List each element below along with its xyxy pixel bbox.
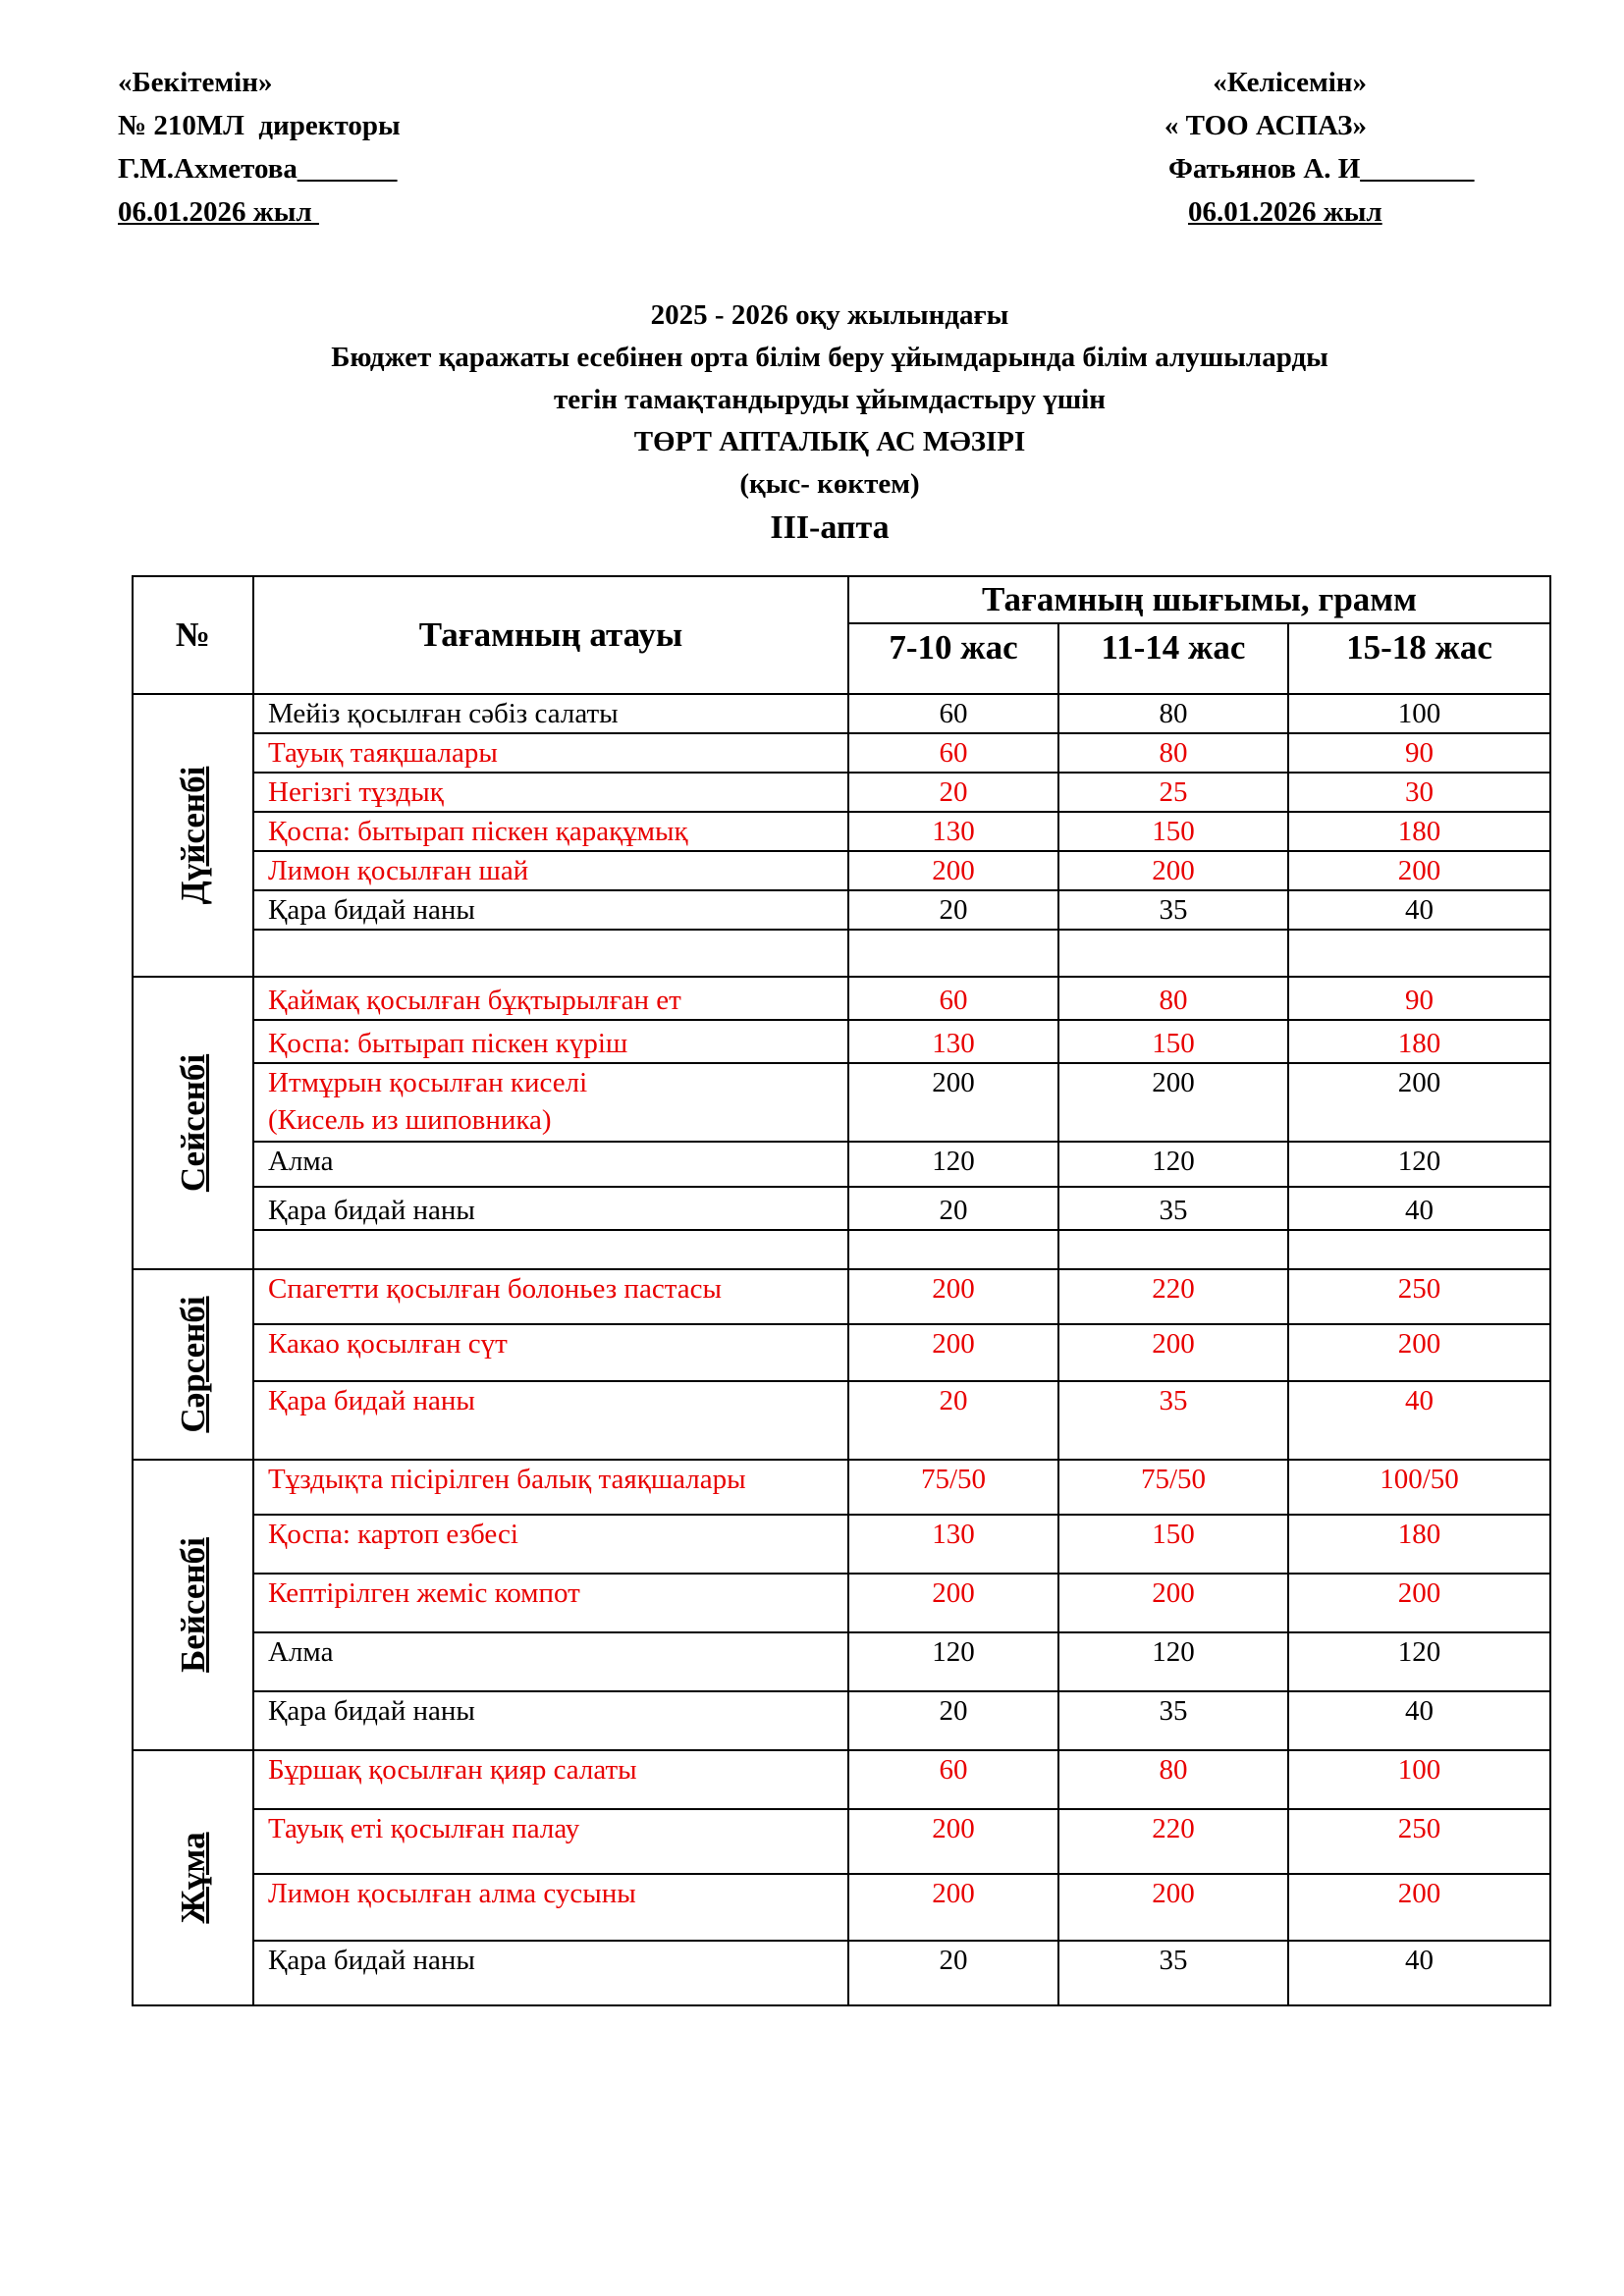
yield-11-14: 120 — [1058, 1142, 1288, 1187]
yield-15-18: 120 — [1288, 1142, 1550, 1187]
yield-7-10: 200 — [848, 1324, 1058, 1381]
yield-15-18: 250 — [1288, 1269, 1550, 1324]
table-row — [133, 1269, 1550, 1324]
col-header-number: № — [133, 576, 253, 694]
yield-11-14: 150 — [1058, 812, 1288, 851]
dish-name-line1: Итмұрын қосылған киселі — [268, 1067, 588, 1098]
yield-7-10: 60 — [848, 694, 1058, 733]
dish-name: Қара бидай наны — [253, 1941, 848, 2005]
yield-11-14: 220 — [1058, 1269, 1288, 1324]
dish-name: Кептірілген жеміс компот — [253, 1574, 848, 1632]
yield-7-10: 200 — [848, 1809, 1058, 1874]
yield-7-10: 20 — [848, 1691, 1058, 1750]
yield-11-14: 80 — [1058, 977, 1288, 1020]
yield-7-10: 200 — [848, 1874, 1058, 1941]
yield-7-10: 130 — [848, 812, 1058, 851]
yield-11-14: 75/50 — [1058, 1460, 1288, 1515]
table-row — [133, 1020, 1550, 1063]
yield-11-14: 200 — [1058, 1874, 1288, 1941]
dish-name: Лимон қосылған шай — [253, 851, 848, 890]
yield-11-14: 25 — [1058, 773, 1288, 812]
yield-11-14: 35 — [1058, 1187, 1288, 1230]
yield-7-10: 20 — [848, 1941, 1058, 2005]
yield-15-18: 40 — [1288, 1187, 1550, 1230]
agreement-label: «Келісемін» — [1213, 67, 1367, 98]
yield-15-18: 180 — [1288, 812, 1550, 851]
yield-11-14: 80 — [1058, 1750, 1288, 1809]
dish-name: Тауық таяқшалары — [253, 733, 848, 773]
yield-11-14: 200 — [1058, 1063, 1288, 1142]
day-cell — [133, 694, 253, 977]
dish-name: Мейіз қосылған сәбіз салаты — [253, 694, 848, 733]
menu-table — [132, 575, 1551, 2006]
table-row — [133, 1515, 1550, 1574]
dish-name: Тауық еті қосылған палау — [253, 1809, 848, 1874]
yield-7-10: 20 — [848, 1187, 1058, 1230]
yield-7-10: 120 — [848, 1142, 1058, 1187]
dish-name: Қоспа: бытырап піскен күріш — [253, 1020, 848, 1063]
day-name: Жұма — [173, 1832, 212, 1924]
yield-15-18: 180 — [1288, 1020, 1550, 1063]
day-cell — [133, 1750, 253, 2005]
table-row — [133, 812, 1550, 851]
dish-name-line2: (Кисель из шиповника) — [268, 1104, 552, 1136]
table-row — [133, 1381, 1550, 1460]
col-header-yield: Тағамның шығымы, грамм — [848, 576, 1550, 623]
yield-15-18: 180 — [1288, 1515, 1550, 1574]
yield-7-10: 60 — [848, 977, 1058, 1020]
dish-name: Қара бидай наны — [253, 1381, 848, 1460]
document-title — [0, 294, 1624, 551]
yield-15-18: 120 — [1288, 1632, 1550, 1691]
col-header-age-7-10: 7-10 жас — [848, 623, 1058, 694]
yield-15-18: 200 — [1288, 1874, 1550, 1941]
table-row-empty — [133, 930, 1550, 977]
yield-7-10: 75/50 — [848, 1460, 1058, 1515]
yield-11-14: 200 — [1058, 1324, 1288, 1381]
title-season: (қыс- көктем) — [739, 468, 920, 500]
agreement-signature: Фатьянов А. И________ — [1168, 153, 1475, 185]
yield-7-10: 20 — [848, 773, 1058, 812]
dish-name: Какао қосылған сүт — [253, 1324, 848, 1381]
table-row — [133, 1063, 1550, 1142]
title-subject: Бюджет қаражаты есебінен орта білім беру ұйымдарында білім алушыларды — [331, 342, 1328, 373]
dish-name: Негізгі тұздық — [253, 773, 848, 812]
yield-15-18: 40 — [1288, 1381, 1550, 1460]
yield-7-10: 130 — [848, 1020, 1058, 1063]
yield-15-18: 100 — [1288, 694, 1550, 733]
day-cell — [133, 1460, 253, 1750]
yield-15-18: 90 — [1288, 977, 1550, 1020]
yield-7-10: 130 — [848, 1515, 1058, 1574]
yield-11-14: 200 — [1058, 1574, 1288, 1632]
yield-7-10: 60 — [848, 733, 1058, 773]
agreement-company: « ТОО АСПАЗ» — [1164, 110, 1367, 141]
col-header-age-11-14: 11-14 жас — [1058, 623, 1288, 694]
yield-11-14: 80 — [1058, 694, 1288, 733]
title-week: ІІІ-апта — [770, 509, 890, 546]
yield-15-18: 40 — [1288, 1691, 1550, 1750]
yield-7-10: 120 — [848, 1632, 1058, 1691]
approval-signature: Г.М.Ахметова_______ — [118, 153, 398, 185]
yield-11-14: 35 — [1058, 890, 1288, 930]
title-year: 2025 - 2026 оқу жылындағы — [650, 299, 1009, 331]
yield-15-18: 30 — [1288, 773, 1550, 812]
day-cell — [133, 1269, 253, 1460]
day-name: Бейсенбі — [173, 1537, 212, 1673]
approval-block-left — [118, 61, 401, 234]
yield-15-18: 40 — [1288, 1941, 1550, 2005]
yield-7-10: 20 — [848, 890, 1058, 930]
yield-11-14: 80 — [1058, 733, 1288, 773]
yield-11-14: 150 — [1058, 1515, 1288, 1574]
table-row — [133, 1460, 1550, 1515]
dish-name — [253, 1063, 848, 1142]
day-cell — [133, 977, 253, 1269]
dish-name: Қаймақ қосылған бұқтырылған ет — [253, 977, 848, 1020]
dish-name: Қара бидай наны — [253, 890, 848, 930]
yield-15-18: 40 — [1288, 890, 1550, 930]
dish-name: Бұршақ қосылған қияр салаты — [253, 1750, 848, 1809]
day-name: Дүйсенбі — [173, 766, 212, 905]
table-row — [133, 1809, 1550, 1874]
table-row — [133, 694, 1550, 733]
table-row — [133, 1750, 1550, 1809]
dish-name: Қоспа: бытырап піскен қарақұмық — [253, 812, 848, 851]
agreement-block-right — [1119, 61, 1532, 234]
yield-7-10: 20 — [848, 1381, 1058, 1460]
yield-15-18: 200 — [1288, 851, 1550, 890]
table-row — [133, 1874, 1550, 1941]
dish-name: Спагетти қосылған болоньез пастасы — [253, 1269, 848, 1324]
yield-7-10: 60 — [848, 1750, 1058, 1809]
col-header-age-15-18: 15-18 жас — [1288, 623, 1550, 694]
yield-11-14: 35 — [1058, 1381, 1288, 1460]
table-row — [133, 1324, 1550, 1381]
yield-11-14: 150 — [1058, 1020, 1288, 1063]
approval-date: 06.01.2026 жыл — [118, 196, 319, 228]
yield-15-18: 200 — [1288, 1324, 1550, 1381]
title-purpose: тегін тамақтандыруды ұйымдастыру үшін — [553, 384, 1107, 415]
yield-11-14: 220 — [1058, 1809, 1288, 1874]
agreement-date: 06.01.2026 жыл — [1188, 196, 1382, 228]
table-row-empty — [133, 1230, 1550, 1269]
dish-name: Қоспа: картоп езбесі — [253, 1515, 848, 1574]
yield-15-18: 100/50 — [1288, 1460, 1550, 1515]
table-row — [133, 1187, 1550, 1230]
approval-label: «Бекітемін» — [118, 67, 273, 98]
yield-11-14: 35 — [1058, 1691, 1288, 1750]
yield-11-14: 35 — [1058, 1941, 1288, 2005]
col-header-dish: Тағамның атауы — [253, 576, 848, 694]
day-name: Сейсенбі — [173, 1053, 212, 1193]
dish-name: Алма — [253, 1142, 848, 1187]
yield-7-10: 200 — [848, 1063, 1058, 1142]
yield-15-18: 200 — [1288, 1063, 1550, 1142]
table-row — [133, 733, 1550, 773]
table-row — [133, 1142, 1550, 1187]
dish-name: Тұздықта пісірілген балық таяқшалары — [253, 1460, 848, 1515]
dish-name: Қара бидай наны — [253, 1187, 848, 1230]
title-menu: ТӨРТ АПТАЛЫҚ АС МӘЗІРІ — [633, 426, 1026, 457]
dish-name: Лимон қосылған алма сусыны — [253, 1874, 848, 1941]
approval-school: № 210МЛ директоры — [118, 110, 401, 141]
table-row — [133, 1632, 1550, 1691]
table-row — [133, 1691, 1550, 1750]
table-row — [133, 1941, 1550, 2005]
table-row — [133, 890, 1550, 930]
yield-11-14: 200 — [1058, 851, 1288, 890]
dish-name: Алма — [253, 1632, 848, 1691]
table-row — [133, 1574, 1550, 1632]
day-name: Сәрсенбі — [173, 1296, 212, 1433]
yield-15-18: 90 — [1288, 733, 1550, 773]
dish-name: Қара бидай наны — [253, 1691, 848, 1750]
yield-11-14: 120 — [1058, 1632, 1288, 1691]
yield-15-18: 250 — [1288, 1809, 1550, 1874]
yield-7-10: 200 — [848, 851, 1058, 890]
table-row — [133, 851, 1550, 890]
yield-7-10: 200 — [848, 1269, 1058, 1324]
yield-15-18: 200 — [1288, 1574, 1550, 1632]
table-row — [133, 773, 1550, 812]
yield-15-18: 100 — [1288, 1750, 1550, 1809]
yield-7-10: 200 — [848, 1574, 1058, 1632]
table-row — [133, 977, 1550, 1020]
